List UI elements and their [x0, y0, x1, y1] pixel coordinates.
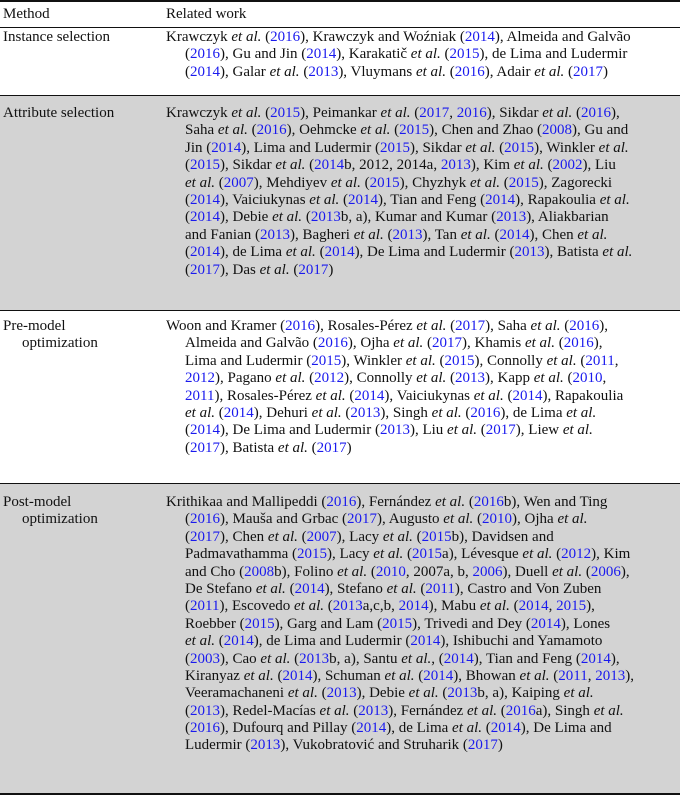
- citation-link[interactable]: 2017: [347, 511, 378, 528]
- citation-line: (2016), Gu and Jin (2014), Karakatič et al. (2015), de Lima and Ludermir: [185, 46, 628, 63]
- method-label: Attribute selection: [3, 105, 115, 121]
- citation-link[interactable]: 2016: [190, 46, 220, 63]
- citation-link[interactable]: 2015: [244, 615, 275, 632]
- citation-link[interactable]: 2015: [297, 546, 328, 563]
- citation-link[interactable]: 2013: [514, 244, 545, 261]
- citation-link[interactable]: 2012: [185, 370, 215, 387]
- citation-link[interactable]: 2014: [354, 387, 385, 404]
- citation-link[interactable]: 2016: [456, 105, 487, 121]
- citation-line: (2014), Galar et al. (2013), Vluymans et al. (2016), Adair et al. (2017): [185, 63, 609, 80]
- citation-link[interactable]: 2014: [211, 139, 242, 156]
- citation-link[interactable]: 2014: [282, 667, 313, 684]
- citation-link[interactable]: 2016: [270, 29, 301, 45]
- citation-line: et al. (2014), de Lima and Ludermir (2014), Ishibuchi and Yamamoto: [185, 633, 603, 650]
- citation-line: (2013), Redel-Macías et al. (2013), Fernández et al. (2016a), Singh et al.: [185, 702, 624, 719]
- table-row-attribute-selection: [0, 96, 680, 310]
- citation-link[interactable]: 2011: [425, 580, 455, 597]
- table-row-post-model-optimization: [0, 484, 680, 793]
- citation-line: 2011), Rosales-Pérez et al. (2014), Vaiciukynas et al. (2014), Rapakoulia: [185, 387, 624, 404]
- citation-link[interactable]: 2017: [455, 318, 486, 334]
- citation-link[interactable]: 2016: [563, 335, 594, 352]
- citation-link[interactable]: 2015: [270, 105, 301, 121]
- citation-link[interactable]: 2016: [470, 404, 501, 421]
- citation-line: Almeida and Galvão (2016), Ojha et al. (2017), Khamis et al. (2016),: [185, 335, 603, 352]
- citation-line: (2015), Sikdar et al. (2014b, 2012, 2014a, 2013), Kim et al. (2002), Liu: [185, 157, 616, 174]
- citation-link[interactable]: 2014: [190, 191, 220, 208]
- related-work-cell: [166, 105, 632, 279]
- citation-link[interactable]: 2013: [440, 157, 471, 174]
- bottom-rule: [0, 793, 680, 795]
- citation-line: Padmavathamma (2015), Lacy et al. (2015a), Lévesque et al. (2012), Kim: [185, 546, 631, 563]
- citation-link[interactable]: 2002: [552, 157, 583, 174]
- citation-link[interactable]: 2013: [379, 422, 410, 439]
- citation-link[interactable]: 2013: [190, 702, 220, 719]
- citation-link[interactable]: 2014: [410, 633, 441, 650]
- citation-link[interactable]: 2015: [444, 352, 475, 369]
- citation-link[interactable]: 2015: [311, 352, 342, 369]
- citation-link[interactable]: 2015: [449, 46, 480, 63]
- method-label: optimization: [22, 511, 98, 528]
- citation-link[interactable]: 2014: [356, 720, 387, 737]
- citation-link[interactable]: 2013: [326, 685, 357, 702]
- citation-link[interactable]: 2014: [499, 226, 530, 243]
- citation-link[interactable]: 2016: [190, 720, 220, 737]
- citation-link[interactable]: 2016: [285, 318, 316, 334]
- citation-link[interactable]: 2014: [314, 157, 345, 174]
- citation-line: Lima and Ludermir (2015), Winkler et al. (2015), Connolly et al. (2011,: [185, 352, 619, 369]
- citation-link[interactable]: 2012: [314, 370, 345, 387]
- method-label: Instance selection: [3, 29, 111, 45]
- citation-link[interactable]: 2008: [244, 563, 275, 580]
- citation-link[interactable]: 2016: [454, 63, 485, 80]
- citation-link[interactable]: 2014: [485, 191, 516, 208]
- citation-line: (2017), Batista et al. (2017): [185, 439, 352, 456]
- citation-line: and Cho (2008b), Folino et al. (2010, 2007a, b, 2006), Duell et al. (2006),: [185, 563, 630, 580]
- citation-link[interactable]: 2017: [485, 422, 516, 439]
- citation-line: Jin (2014), Lima and Ludermir (2015), Sikdar et al. (2015), Winkler et al.: [185, 139, 629, 156]
- citation-link[interactable]: 2017: [190, 261, 220, 278]
- citation-link[interactable]: 2017: [467, 737, 498, 754]
- citation-link[interactable]: 2014: [223, 404, 254, 421]
- citation-link[interactable]: 2011: [558, 667, 588, 684]
- table-row-pre-model-optimization: [0, 311, 680, 483]
- citation-link[interactable]: 2015: [504, 139, 535, 156]
- method-cell: [3, 29, 110, 46]
- citation-line: (2011), Escovedo et al. (2013a,c,b, 2014), Mabu et al. (2014, 2015),: [185, 598, 595, 615]
- header-related-work: Related work: [166, 6, 247, 22]
- citation-line: and Fanian (2013), Bagheri et al. (2013), Tan et al. (2014), Chen et al.: [185, 226, 608, 243]
- citation-line: (2003), Cao et al. (2013b, a), Santu et al., (2014), Tian and Feng (2014),: [185, 650, 620, 667]
- citation-line: (2014), de Lima et al. (2014), De Lima and Ludermir (2013), Batista et al.: [185, 244, 633, 261]
- citation-link[interactable]: 2010: [482, 511, 513, 528]
- citation-link[interactable]: 2016: [580, 105, 611, 121]
- table-header: [0, 2, 680, 27]
- citation-link[interactable]: 2014: [512, 387, 543, 404]
- citation-link[interactable]: 2017: [573, 63, 604, 80]
- citation-link[interactable]: 2008: [542, 122, 573, 139]
- citation-link[interactable]: 2014: [464, 29, 495, 45]
- citation-link[interactable]: 2014: [324, 244, 355, 261]
- citation-link[interactable]: 2014: [530, 615, 561, 632]
- citation-link[interactable]: 2014: [190, 422, 220, 439]
- citation-link[interactable]: 2014: [223, 633, 254, 650]
- citation-link[interactable]: 2016: [190, 511, 220, 528]
- citation-link[interactable]: 2011: [585, 352, 615, 369]
- citation-line: Ludermir (2013), Vukobratović and Struharik (2017): [185, 737, 503, 754]
- citation-line: et al. (2007), Mehdiyev et al. (2015), Chyzhyk et al. (2015), Zagorecki: [185, 174, 613, 191]
- citation-line: Saha et al. (2016), Oehmcke et al. (2015), Chen and Zhao (2008), Gu and: [185, 122, 629, 139]
- citation-link[interactable]: 2015: [399, 122, 430, 139]
- citation-line: 2012), Pagano et al. (2012), Connolly et al. (2013), Kapp et al. (2010,: [185, 370, 607, 387]
- citation-link[interactable]: 2007: [223, 174, 254, 191]
- citation-link[interactable]: 2014: [190, 244, 220, 261]
- citation-link[interactable]: 2017: [298, 261, 329, 278]
- method-cell: [3, 105, 114, 122]
- citation-link[interactable]: 2014: [518, 598, 549, 615]
- citation-line: Krithikaa and Mallipeddi (2016), Fernández et al. (2016b), Wen and Ting: [166, 494, 608, 510]
- citation-link[interactable]: 2003: [190, 650, 220, 667]
- citation-link[interactable]: 2014: [190, 63, 220, 80]
- method-label: Pre-model: [3, 318, 66, 334]
- citation-line: (2014), Debie et al. (2013b, a), Kumar and Kumar (2013), Aliakbarian: [185, 209, 609, 226]
- citation-line: (2017), Chen et al. (2007), Lacy et al. (2015b), Davidsen and: [185, 528, 554, 545]
- citation-link[interactable]: 2017: [316, 439, 347, 456]
- header-method: Method: [3, 6, 50, 22]
- citation-link[interactable]: 2013: [447, 685, 478, 702]
- method-cell: [3, 318, 98, 353]
- citation-line: Veeramachaneni et al. (2013), Debie et al. (2013b, a), Kaiping et al.: [185, 685, 594, 702]
- citation-line: (2016), Dufourq and Pillay (2014), de Lima et al. (2014), De Lima and: [185, 720, 612, 737]
- method-label: Post-model: [3, 494, 72, 510]
- citation-link[interactable]: 2014: [423, 667, 454, 684]
- citation-link[interactable]: 2015: [556, 598, 587, 615]
- citation-link[interactable]: 2017: [190, 528, 220, 545]
- citation-link[interactable]: 2010: [375, 563, 406, 580]
- citation-link[interactable]: 2007: [306, 528, 337, 545]
- citation-link[interactable]: 2016: [256, 122, 287, 139]
- citation-link[interactable]: 2010: [572, 370, 603, 387]
- citation-link[interactable]: 2014: [190, 209, 220, 226]
- citation-line: Krawczyk et al. (2016), Krawczyk and Woźniak (2014), Almeida and Galvão: [166, 29, 631, 45]
- citation-link[interactable]: 2014: [398, 598, 429, 615]
- citation-link[interactable]: 2014: [348, 191, 379, 208]
- citation-link[interactable]: 2015: [412, 546, 443, 563]
- citation-line: (2016), Mauša and Grbac (2017), Augusto et al. (2010), Ojha et al.: [185, 511, 588, 528]
- citation-link[interactable]: 2013: [250, 737, 281, 754]
- citation-line: Kiranyaz et al. (2014), Schuman et al. (2014), Bhowan et al. (2011, 2013),: [185, 667, 634, 684]
- citation-link[interactable]: 2006: [472, 563, 503, 580]
- citation-link[interactable]: 2013: [350, 404, 381, 421]
- citation-link[interactable]: 2013: [595, 667, 626, 684]
- citation-link[interactable]: 2013: [259, 226, 290, 243]
- citation-link[interactable]: 2013: [455, 370, 485, 387]
- related-work-cell: [166, 494, 634, 755]
- related-work-cell: [166, 318, 623, 457]
- citation-link[interactable]: 2014: [443, 650, 474, 667]
- citation-link[interactable]: 2015: [421, 528, 452, 545]
- citation-line: Krawczyk et al. (2015), Peimankar et al. (2017, 2016), Sikdar et al. (2016),: [166, 105, 620, 121]
- citation-link[interactable]: 2013: [392, 226, 423, 243]
- citation-link[interactable]: 2014: [580, 650, 611, 667]
- citation-line: Roebber (2015), Garg and Lam (2015), Trivedi and Dey (2014), Lones: [185, 615, 611, 632]
- citation-link[interactable]: 2013: [299, 650, 330, 667]
- citation-link[interactable]: 2016: [317, 335, 348, 352]
- citation-link[interactable]: 2017: [419, 105, 450, 121]
- citation-link[interactable]: 2016: [505, 702, 536, 719]
- citation-link[interactable]: 2011: [185, 387, 215, 404]
- citation-link[interactable]: 2014: [294, 580, 325, 597]
- citation-link[interactable]: 2012: [561, 546, 592, 563]
- method-cell: [3, 494, 98, 529]
- citation-link[interactable]: 2014: [490, 720, 521, 737]
- related-work-cell: [166, 29, 631, 81]
- method-label: optimization: [22, 335, 98, 352]
- citation-link[interactable]: 2006: [590, 563, 621, 580]
- citation-line: Woon and Kramer (2016), Rosales-Pérez et al. (2017), Saha et al. (2016),: [166, 318, 609, 334]
- citation-link[interactable]: 2013: [358, 702, 389, 719]
- citation-line: (2017), Das et al. (2017): [185, 261, 334, 278]
- citation-line: (2014), De Lima and Ludermir (2013), Liu et al. (2017), Liew et al.: [185, 422, 593, 439]
- citation-link[interactable]: 2014: [306, 46, 337, 63]
- citation-link[interactable]: 2017: [190, 439, 220, 456]
- citation-link[interactable]: 2011: [190, 598, 220, 615]
- citation-link[interactable]: 2015: [382, 615, 413, 632]
- citation-link[interactable]: 2017: [432, 335, 463, 352]
- citation-link[interactable]: 2013: [308, 63, 339, 80]
- citation-link[interactable]: 2016: [473, 494, 504, 510]
- citation-link[interactable]: 2015: [379, 139, 410, 156]
- table-row-instance-selection: [0, 28, 680, 96]
- citation-link[interactable]: 2015: [369, 174, 400, 191]
- citation-line: (2014), Vaiciukynas et al. (2014), Tian and Feng (2014), Rapakoulia et al.: [185, 191, 630, 208]
- citation-line: et al. (2014), Dehuri et al. (2013), Singh et al. (2016), de Lima et al.: [185, 404, 597, 421]
- citation-line: De Stefano et al. (2014), Stefano et al. (2011), Castro and Von Zuben: [185, 580, 602, 597]
- citation-link[interactable]: 2013: [332, 598, 363, 615]
- citation-link[interactable]: 2013: [496, 209, 527, 226]
- citation-link[interactable]: 2016: [326, 494, 357, 510]
- citation-link[interactable]: 2016: [569, 318, 600, 334]
- citation-link[interactable]: 2015: [508, 174, 539, 191]
- citation-link[interactable]: 2013: [310, 209, 341, 226]
- citation-link[interactable]: 2015: [190, 157, 220, 174]
